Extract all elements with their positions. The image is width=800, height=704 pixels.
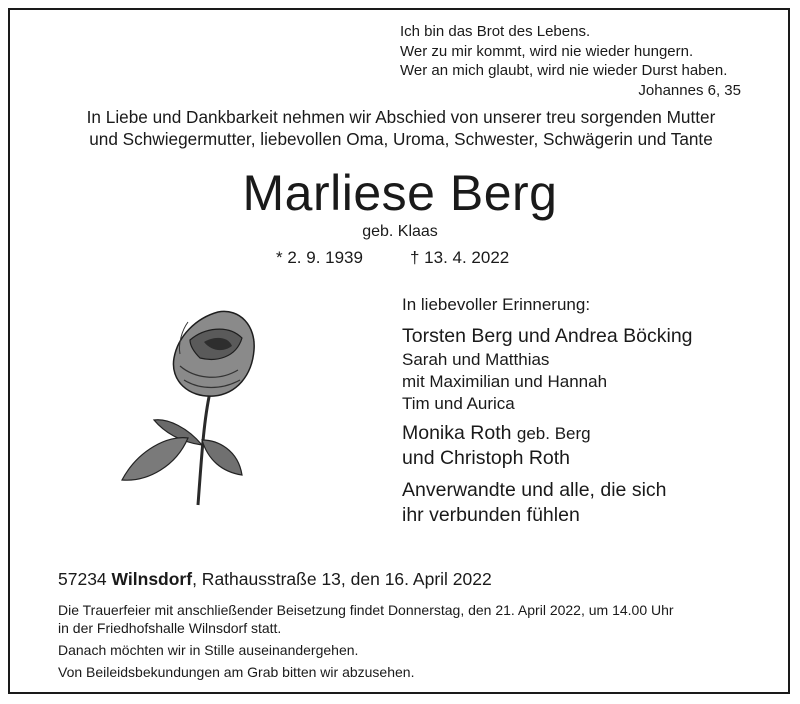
funeral-notes	[58, 601, 674, 685]
mourners-list	[402, 324, 693, 528]
intro-line-2: und Schwiegermutter, liebevollen Oma, Uroma, Schwester, Schwägerin und Tante	[89, 129, 713, 149]
verse-line: Ich bin das Brot des Lebens.	[400, 23, 591, 40]
mourner-group-2-name: Monika Roth	[402, 422, 512, 444]
verse-line: Wer an mich glaubt, wird nie wieder Durst haben.	[400, 62, 728, 79]
intro-text	[58, 106, 744, 150]
silence-note: Danach möchten wir in Stille auseinandergehen.	[58, 642, 359, 658]
mourner-group-2-maiden: geb. Berg	[516, 424, 591, 443]
mourner-member: Sarah und Matthias	[402, 350, 550, 369]
death-date: † 13. 4. 2022	[410, 248, 510, 267]
mourner-member: mit Maximilian und Hannah	[402, 372, 608, 391]
funeral-info-line-2: in der Friedhofshalle Wilnsdorf statt.	[58, 620, 282, 636]
rose-icon	[118, 300, 258, 510]
mourner-group-2-line-1	[402, 421, 693, 446]
town: Wilnsdorf	[111, 569, 193, 589]
condolence-note: Von Beileidsbekundungen am Grab bitten wir abzusehen.	[58, 664, 415, 680]
maiden-name: geb. Klaas	[362, 223, 438, 240]
intro-line-1: In Liebe und Dankbarkeit nehmen wir Abschied von unserer treu sorgenden Mutter	[86, 107, 716, 127]
birth-date: * 2. 9. 1939	[276, 248, 363, 267]
bible-verse	[400, 22, 741, 100]
postcode: 57234	[58, 569, 107, 589]
address-line	[58, 568, 492, 590]
mourner-member: Tim und Aurica	[402, 394, 515, 413]
verse-line: Wer zu mir kommt, wird nie wieder hungern.	[400, 42, 694, 60]
funeral-info-line-1: Die Trauerfeier mit anschließender Beisetzung findet Donnerstag, den 21. April 2022, um 14.00 Uhr	[58, 602, 674, 618]
mourner-group-3-line-1: Anverwandte und alle, die sich	[402, 479, 667, 501]
mourner-group-3-line-2: ihr verbunden fühlen	[402, 504, 580, 526]
address-rest: , Rathausstraße 13, den 16. April 2022	[192, 569, 492, 589]
deceased-name: Marliese Berg	[242, 165, 558, 221]
mourner-group-2-line-2: und Christoph Roth	[402, 447, 571, 469]
mourners-title: In liebevoller Erinnerung:	[402, 295, 591, 314]
verse-reference: Johannes 6, 35	[638, 81, 741, 99]
mourner-group-1-head: Torsten Berg und Andrea Böcking	[402, 325, 693, 347]
